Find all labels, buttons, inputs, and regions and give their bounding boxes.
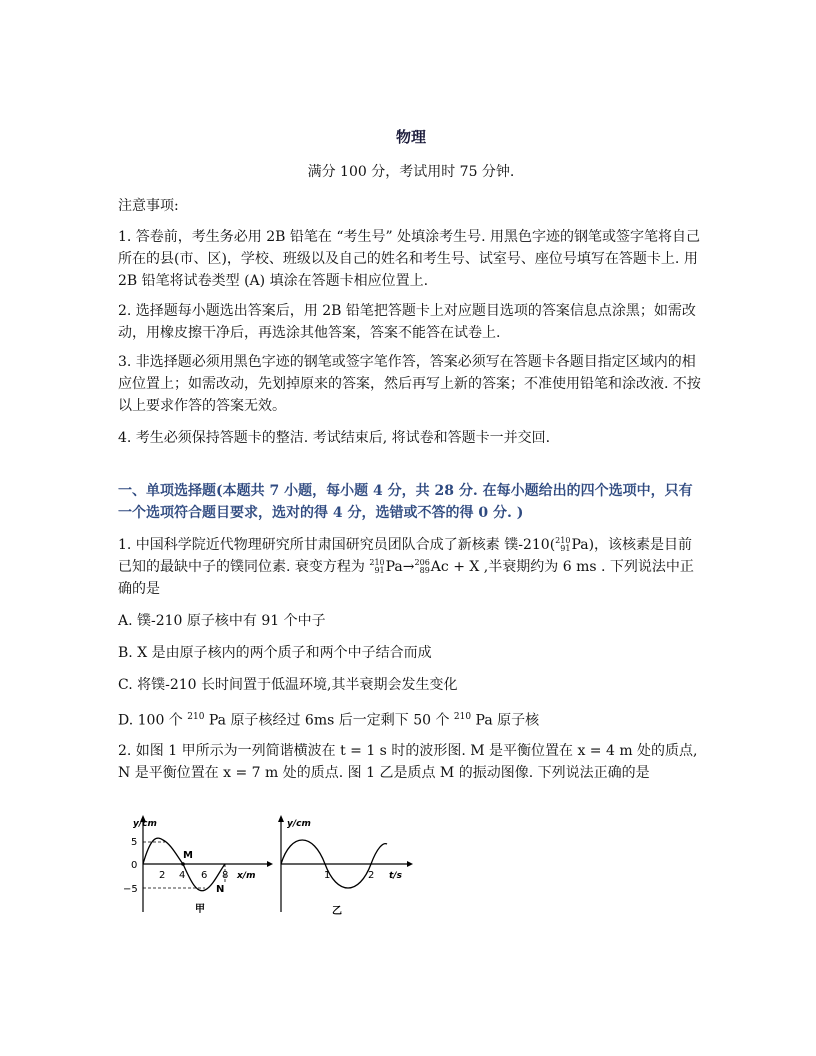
y-tick-0: 0 [131, 860, 138, 871]
left-y-label: y/cm [133, 819, 157, 829]
right-caption: 乙 [332, 906, 342, 917]
question-2-stem: 2. 如图 1 甲所示为一列简谐横波在 t = 1 s 时的波形图. M 是平衡位置在 x = 4 m 处的质点, N 是平衡位置在 x = 7 m 处的质点. 图 1 乙是质点 M 的振动图像. 下列说法正确的是 [118, 743, 698, 781]
note-item-4: 4. 考生必须保持答题卡的整洁. 考试结束后, 将试卷和答题卡一并交回. [118, 430, 551, 446]
x-tick-2: 2 [159, 870, 166, 881]
q1-stem-part-a: 1. 中国科学院近代物理研究所甘肃国研究员团队合成了新核素 镤-210( [118, 537, 556, 553]
t-tick-2: 2 [368, 870, 375, 881]
right-y-axis-arrow [278, 815, 284, 822]
section-heading: 一、单项选择题(本题共 7 小题，每小题 4 分，共 28 分. 在每小题给出的四个选项中，只有 一个选项符合题目要求，选对的得 4 分，选错或不答的得 0 分. ) [118, 483, 693, 521]
point-m-dot [181, 862, 185, 866]
nuclide-pa-symbol: Pa [571, 537, 589, 553]
q1-option-d-part-a: D. 100 个 [118, 712, 188, 729]
q1-option-d [118, 706, 704, 732]
t-tick-1: 1 [324, 870, 331, 881]
right-y-label: y/cm [287, 819, 311, 829]
y-tick-neg5: −5 [123, 884, 138, 895]
vibration-graph-right [278, 815, 413, 917]
x-axis-arrow [267, 861, 273, 867]
nuclide-pa-notation: 210 91 [555, 536, 571, 553]
x-tick-4: 4 [179, 870, 186, 881]
exam-info: 满分 100 分，考试用时 75 分钟. [307, 164, 515, 180]
left-caption: 甲 [195, 904, 205, 915]
q1-stem-part-b: )，该核素是目前已知的最缺中子的镤同位素. 衰变方程为 [118, 537, 693, 575]
question-1-stem [118, 534, 704, 600]
wave-graph-left [123, 815, 273, 915]
q1-option-d-part-b: Pa 原子核经过 6ms 后一定剩下 50 个 [204, 712, 454, 729]
nuclide-pa-symbol-2: Pa→ [385, 559, 415, 575]
point-m-label: M [183, 850, 193, 861]
point-n-label: N [216, 884, 225, 895]
nuclide-ac-symbol: Ac + X [430, 559, 480, 575]
notes-heading: 注意事项: [118, 198, 179, 214]
q1-option-d-part-c: Pa 原子核 [471, 712, 540, 729]
right-x-label: t/s [389, 871, 402, 881]
q1-stem-part-c: ,半衰期约为 6 ms . 下列说法中正确的是 [118, 559, 694, 597]
nuclide-pa-notation-2: 210 91 [369, 558, 385, 575]
note-item-2: 2. 选择题每小题选出答案后，用 2B 铅笔把答题卡上对应题目选项的答案信息点涂黑；如需改动，用橡皮擦干净后，再选涂其他答案，答案不能答在试卷上. [118, 303, 696, 341]
q1-option-c: C. 将镤-210 长时间置于低温环境,其半衰期会发生变化 [118, 677, 458, 693]
page-title: 物理 [395, 128, 426, 146]
x-tick-6: 6 [201, 870, 208, 881]
nuclide-ac-notation: 206 89 [414, 558, 430, 575]
left-x-label: x/m [237, 871, 256, 881]
wave-figure [125, 812, 415, 918]
q1-option-b: B. X 是由原子核内的两个质子和两个中子结合而成 [118, 645, 432, 661]
y-tick-5: 5 [131, 837, 138, 848]
note-item-1: 1. 答卷前，考生务必用 2B 铅笔在 “考生号” 处填涂考生号. 用黑色字迹的钢笔或签字笔将自己所在的县(市、区)，学校、班级以及自己的姓名和考生号、试室号、座位号填写在答题卡上. 用 2B 铅笔将试卷类型 (A) 填涂在答题卡相应位置上. [118, 229, 701, 289]
q1-option-d-mass-1: 210 [187, 712, 205, 722]
x-tick-8: 8 [222, 870, 229, 881]
note-item-3: 3. 非选择题必须用黑色字迹的钢笔或签字笔作答，答案必须写在答题卡各题目指定区域内的相应位置上；如需改动，先划掉原来的答案，然后再写上新的答案；不准使用铅笔和涂改液. 不按以上要求作答的答案无效。 [118, 354, 701, 414]
t-axis-arrow [407, 861, 413, 867]
q1-option-d-mass-2: 210 [453, 712, 472, 722]
q1-option-a: A. 镤-210 原子核中有 91 个中子 [118, 613, 326, 629]
